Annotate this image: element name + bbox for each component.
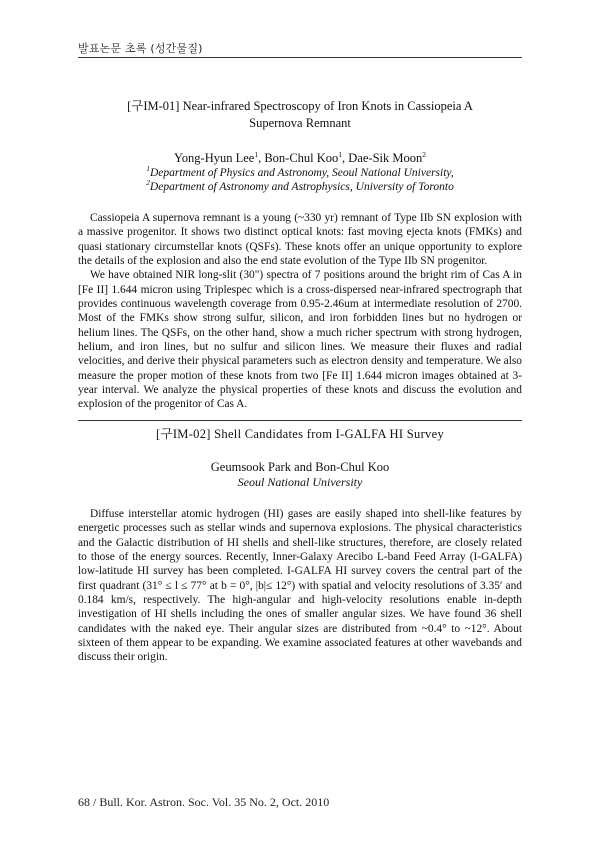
page-footer: 68 / Bull. Kor. Astron. Soc. Vol. 35 No. 2, Oct. 2010 bbox=[78, 795, 330, 809]
abstract-1-title bbox=[78, 98, 522, 132]
author-name: Yong-Hyun Lee bbox=[174, 151, 255, 165]
abstract-paragraph: We have obtained NIR long-slit (30") spectra of 7 positions around the bright rim of Cas A in [Fe II] 1.644 micron using Triplespec which is a cross-dispersed near-infrared spectrograph that provides continuous wavelength coverage from 0.95-2.46um at intermediate resolution of 2700. Most of the FMKs show strong sulfur, silicon, and iron forbidden lines but no hydrogen or helium lines. The QSFs, on the other hand, show a much richer spectrum with strong hydrogen, helium, and iron lines, but no sulfur and silicon lines. We measure their fluxes and radial velocities, and derive their physical parameters such as electron density and temperature. We also measure the proper motion of these knots from two [Fe II] 1.644 micron images obtained at 3-year interval. We analyze the physical properties of these knots and discuss the evolution and explosion of the progenitor of Cas A. bbox=[78, 269, 522, 411]
abstract-2-title: [구IM-02] Shell Candidates from I-GALFA HI Survey bbox=[155, 427, 444, 441]
affil-mark: 2 bbox=[146, 178, 150, 188]
affil-text: Department of Astronomy and Astrophysics, University of Toronto bbox=[149, 181, 454, 193]
abstract-1-authors: Yong-Hyun Lee$^1$, Bon-Chul Koo$^1$, Dae-Sik Moon$^2$ bbox=[174, 149, 426, 165]
abstract-im-02 bbox=[78, 426, 522, 665]
abstract-im-01 bbox=[78, 98, 522, 412]
abstract-2-authors: Geumsook Park and Bon-Chul Koo bbox=[210, 460, 390, 474]
author-affil-mark: 1 bbox=[254, 149, 259, 159]
abstract-paragraph: Diffuse interstellar atomic hydrogen (HI) gases are easily shaped into shell-like features by energetic processes such as stellar winds and supernova explosions. The physical characteristics and the Galactic distribution of HI shells and shell-like structures, therefore, are closely related to those of the energy sources. Recently, Inner-Galaxy Arecibo L-band Feed Array (I-GALFA) low-latitude HI survey has been completed. I-GALFA HI survey covers the central part of the first quadrant (31° ≤ l ≤ 77° at b = 0°, |b|≤ 12°) with spatial and velocity resolutions of 3.35′ and 0.184 km/s, respectively. The high-angular and high-velocity resolutions enable in-depth investigation of HI shells including the ones of smaller angular sizes. We have found 36 shell candidates with the naked eye. Their angular sizes are distributed from ~0.4° to ~12°. About sixteen of them appear to be expanding. We examine associated features at other wavebands and discuss their origin. bbox=[78, 508, 522, 664]
affil-mark: 1 bbox=[146, 164, 150, 174]
section-divider bbox=[78, 420, 522, 421]
abstract-1-body bbox=[78, 211, 522, 412]
header-rule bbox=[78, 57, 522, 58]
running-head: 발표논문 초록 (성간물질) bbox=[78, 42, 203, 55]
abstract-1-affiliation bbox=[78, 180, 522, 194]
abstract-1-affiliation bbox=[78, 166, 522, 180]
author-affil-mark: 2 bbox=[422, 149, 426, 159]
abstract-paragraph: Cassiopeia A supernova remnant is a young (~330 yr) remnant of Type IIb SN explosion with a massive progenitor. It shows two distinct optical knots: fast moving ejecta knots (FMKs) and quasi stationary circumstellar knots (QSFs). These knots offer an unique opportunity to explore the details of the explosion and also the end state evolution of the Type IIb SN progenitor. bbox=[78, 212, 522, 268]
author-name: Bon-Chul Koo bbox=[264, 151, 339, 165]
affil-text: Department of Physics and Astronomy, Seoul National University, bbox=[149, 167, 454, 179]
abstract-1-title-line-2: Supernova Remnant bbox=[249, 116, 351, 130]
abstract-1-title-line-1: [구IM-01] Near-infrared Spectroscopy of Iron Knots in Cassiopeia A bbox=[127, 99, 473, 113]
abstract-2-affiliation: Seoul National University bbox=[237, 475, 363, 489]
author-name: Dae-Sik Moon bbox=[348, 151, 423, 165]
author-affil-mark: 1 bbox=[338, 149, 343, 159]
abstract-2-body bbox=[78, 507, 522, 665]
